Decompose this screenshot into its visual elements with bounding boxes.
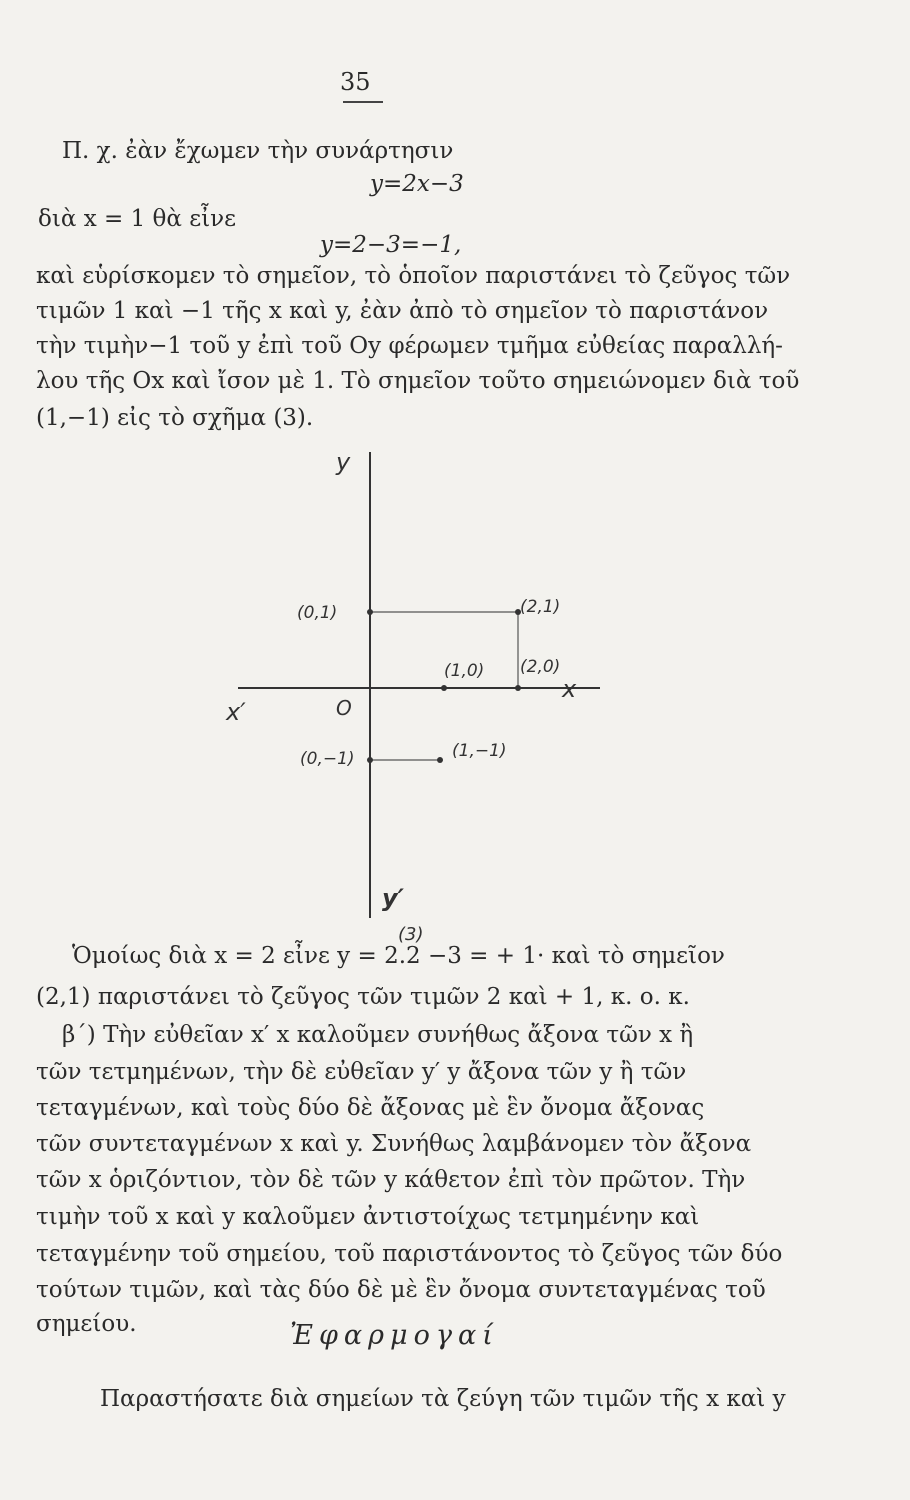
equation-2: y=2−3=−1,: [320, 232, 462, 258]
text-line-17: τούτων τιμῶν, καὶ τὰς δύο δὲ μὲ ἓν ὄνομα συντεταγμένας τοῦ: [36, 1277, 766, 1303]
text-line-9: (2,1) παριστάνει τὸ ζεῦγος τῶν τιμῶν 2 καὶ + 1, κ. ο. κ.: [36, 984, 690, 1010]
origin-label: O: [336, 696, 352, 720]
x-axis-neg-label: x′: [226, 698, 246, 726]
text-line-13: τῶν συντεταγμένων x καὶ y. Συνήθως λαμβάνομεν τὸν ἄξονα: [36, 1131, 752, 1157]
text-line-18: σημείου.: [36, 1311, 137, 1337]
text-line-10: β´) Τὴν εὐθεῖαν x′ x καλοῦμεν συνήθως ἄξονα τῶν x ἢ: [62, 1022, 694, 1048]
point-0-1: [367, 609, 373, 615]
point-1-0: [441, 685, 447, 691]
x-axis-label: x: [562, 675, 577, 703]
label-point-2-1: (2,1): [520, 597, 561, 617]
text-line-3: καὶ εὑρίσκομεν τὸ σημεῖον, τὸ ὁποῖον παριστάνει τὸ ζεῦγος τῶν: [36, 263, 791, 289]
label-point-0-minus1: (0,−1): [300, 749, 355, 769]
text-line-2: διὰ x = 1 θὰ εἶνε: [38, 206, 237, 232]
text-line-4: τιμῶν 1 καὶ −1 τῆς x καὶ y, ἐὰν ἀπὸ τὸ σημεῖον τὸ παριστάνον: [36, 298, 769, 324]
text-line-15: τιμὴν τοῦ x καὶ y καλοῦμεν ἀντιστοίχως τετμημένην καὶ: [36, 1204, 700, 1230]
page-number: 35: [340, 68, 371, 96]
y-axis-neg-label: y′: [382, 884, 404, 912]
point-0-minus1: [367, 757, 373, 763]
label-point-1-0: (1,0): [444, 661, 485, 681]
label-point-0-1: (0,1): [297, 603, 338, 623]
text-line-11: τῶν τετμημένων, τὴν δὲ εὐθεῖαν y′ y ἄξονα τῶν y ἢ τῶν: [36, 1059, 687, 1085]
point-2-0: [515, 685, 521, 691]
text-line-6: λου τῆς Ox καὶ ἴσον μὲ 1. Τὸ σημεῖον τοῦτο σημειώνομεν διὰ τοῦ: [36, 368, 800, 394]
text-line-8: Ὁμοίως διὰ x = 2 εἶνε y = 2.2 −3 = + 1· καὶ τὸ σημεῖον: [72, 943, 725, 969]
text-line-14: τῶν x ὁριζόντιον, τὸν δὲ τῶν y κάθετον ἐπὶ τὸν πρῶτον. Τὴν: [36, 1167, 746, 1193]
text-line-12: τεταγμένων, καὶ τοὺς δύο δὲ ἄξονας μὲ ἓν ὄνομα ἄξονας: [36, 1095, 705, 1121]
section-title: Ἐφαρμογαί: [290, 1320, 499, 1351]
text-line-16: τεταγμένην τοῦ σημείου, τοῦ παριστάνοντος τὸ ζεῦγος τῶν δύο: [36, 1241, 783, 1267]
label-point-2-0: (2,0): [520, 657, 561, 677]
equation-1: y=2x−3: [370, 171, 464, 197]
text-line-7: (1,−1) εἰς τὸ σχῆμα (3).: [36, 405, 314, 431]
text-line-19: Παραστήσατε διὰ σημείων τὰ ζεύγη τῶν τιμῶν τῆς x καὶ y: [100, 1386, 786, 1412]
text-line-5: τὴν τιμὴν−1 τοῦ y ἐπὶ τοῦ Oy φέρωμεν τμῆμα εὐθείας παραλλή-: [36, 333, 783, 359]
y-axis-label: y: [336, 448, 351, 476]
label-point-1-minus1: (1,−1): [452, 741, 507, 761]
text-line-1: Π. χ. ἐὰν ἔχωμεν τὴν συνάρτησιν: [62, 138, 454, 164]
point-1-minus1: [437, 757, 443, 763]
figure-caption: (3): [398, 924, 424, 945]
